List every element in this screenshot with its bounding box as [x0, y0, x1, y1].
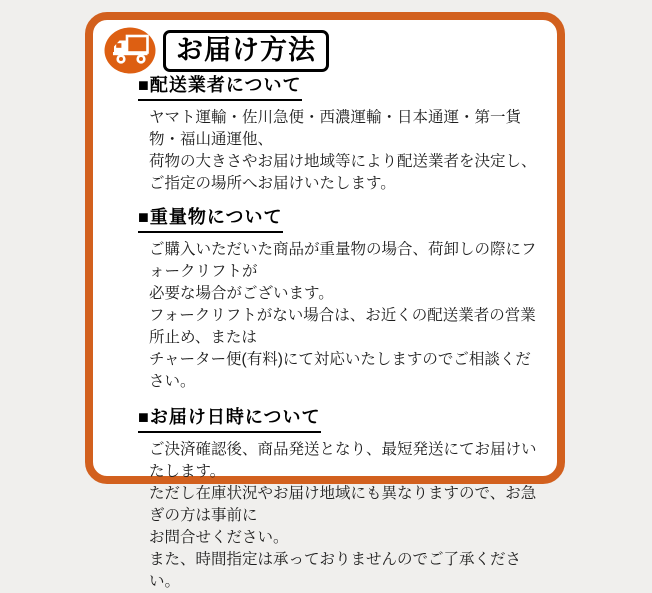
body-line: チャーター便(有料)にて対応いたしますのでご相談ください。: [149, 351, 531, 390]
body-line: ご指定の場所へお届けいたします。: [149, 175, 396, 192]
body-line: お問合せください。: [149, 529, 289, 546]
section-heavy-items: [138, 206, 539, 393]
panel-header: [104, 27, 557, 74]
section-carriers: [138, 74, 539, 195]
section-delivery-datetime: [138, 406, 539, 593]
body-line: フォークリフトがない場合は、お近くの配送業者の営業所止め、または: [149, 307, 536, 346]
body-line: また、時間指定は承っておりませんのでご了承ください。: [149, 551, 522, 590]
body-line: ご購入いただいた商品が重量物の場合、荷卸しの際にフォークリフトが: [149, 241, 537, 280]
section-heavy-items-body: [149, 239, 539, 393]
sections-container: [138, 74, 539, 593]
section-delivery-datetime-heading: [138, 406, 321, 433]
body-line: 必要な場合がございます。: [149, 285, 334, 302]
section-delivery-datetime-heading-label: お届け日時について: [149, 407, 321, 427]
body-line: ご決済確認後、商品発送となり、最短発送にてお届けいたします。: [149, 441, 537, 480]
truck-icon: [104, 27, 156, 74]
section-delivery-datetime-body: [149, 439, 539, 593]
section-carriers-body: [149, 107, 539, 195]
page-title: お届け方法: [163, 30, 329, 72]
body-line: ヤマト運輸・佐川急便・西濃運輸・日本通運・第一貨物・福山通運他、: [149, 109, 522, 148]
body-line: ただし在庫状況やお届け地域にも異なりますので、お急ぎの方は事前に: [149, 485, 537, 524]
square-bullet-icon: ■: [138, 75, 150, 95]
square-bullet-icon: ■: [138, 207, 150, 227]
section-heavy-items-heading: [138, 206, 283, 233]
section-heavy-items-heading-label: 重量物について: [149, 207, 283, 227]
body-line: 荷物の大きさやお届け地域等により配送業者を決定し、: [149, 153, 537, 170]
delivery-info-panel: [85, 12, 565, 590]
section-carriers-heading-label: 配送業者について: [149, 75, 302, 95]
section-carriers-heading: [138, 74, 302, 101]
square-bullet-icon: ■: [138, 407, 150, 427]
